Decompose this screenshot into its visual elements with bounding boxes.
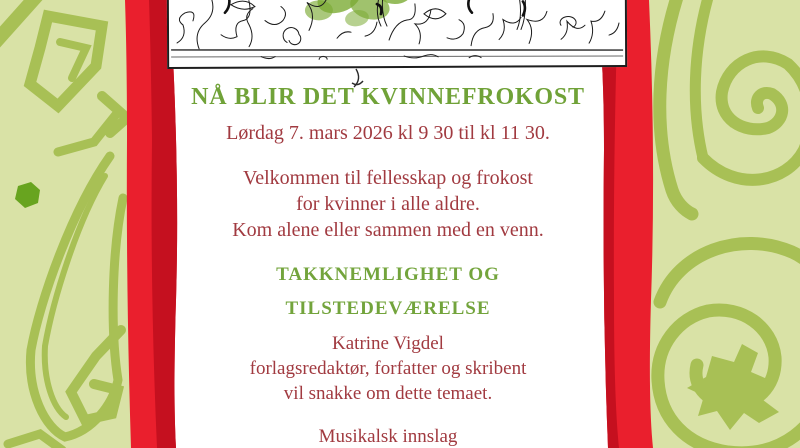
speaker-note: vil snakke om dette temaet.	[283, 383, 493, 404]
intro-line-2: for kvinner i alle aldre.	[296, 193, 480, 215]
speaker-name: Katrine Vigdel	[332, 333, 444, 354]
speaker-text	[170, 331, 606, 406]
intro-text	[170, 165, 606, 243]
intro-line-3: Kom alene eller sammen med en venn.	[232, 219, 544, 241]
poster-title: NÅ BLIR DET KVINNEFROKOST	[191, 84, 585, 110]
intro-line-1: Velkommen til fellesskap og frokost	[243, 167, 533, 189]
theme-line-1: TAKKNEMLIGHET OG	[276, 264, 500, 285]
event-datetime: Lørdag 7. mars 2026 kl 9 30 til kl 11 30.	[226, 122, 550, 144]
theme-heading	[170, 258, 606, 326]
poster-content	[170, 0, 606, 448]
speaker-role: forlagsredaktør, forfatter og skribent	[249, 358, 527, 379]
theme-line-2: TILSTEDEVÆRELSE	[285, 298, 491, 319]
program-line: Musikalsk innslag	[318, 426, 458, 447]
